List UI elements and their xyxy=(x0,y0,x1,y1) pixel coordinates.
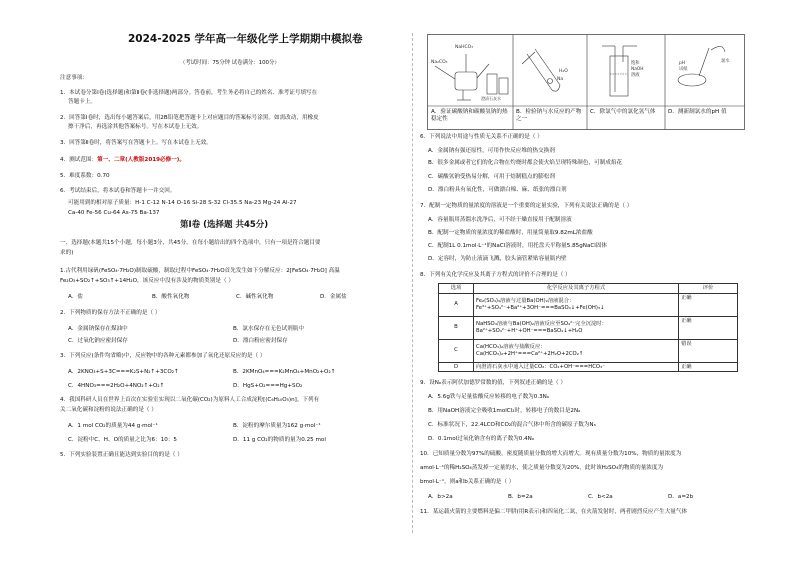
label-h2o: H₂O xyxy=(559,69,568,74)
option[interactable]: C．b<2a xyxy=(588,494,613,500)
q2-options-row2 xyxy=(68,338,288,345)
table-cell: 错误 xyxy=(679,339,738,362)
instructions-2: 求的) xyxy=(60,250,74,256)
q1-options xyxy=(68,294,347,301)
option[interactable]: A．b>2a xyxy=(428,494,453,500)
note-4 xyxy=(60,157,185,164)
q4-options-row1 xyxy=(68,423,321,430)
q6-option[interactable]: C．碳酸氢钠受热易分解，可用于焙制糕点的膨松剂 xyxy=(428,174,555,180)
table-header: 选项 xyxy=(439,284,474,294)
figure-option-b[interactable]: B．检验钠与水反应的产物之一 xyxy=(516,109,582,122)
q2-options-row1 xyxy=(68,326,304,333)
q3-options-row1 xyxy=(68,369,335,376)
table-cell: 正确 xyxy=(679,362,738,372)
option[interactable]: D．漂白粉应密封保存 xyxy=(233,338,288,344)
exam-info: （考试时间：75分钟 试卷满分：100分） xyxy=(180,60,280,66)
q4-stem-2: 关二氧化碳和淀粉的说法正确的是（ ） xyxy=(60,407,157,413)
figure-option-a[interactable]: A．验证碳酸钠和碳酸氢钠的热稳定性 xyxy=(431,109,508,122)
option[interactable]: C．碱性氧化物 xyxy=(236,294,274,300)
table-cell: B xyxy=(439,316,474,339)
note-5: 5．难度系数：0.70 xyxy=(60,173,110,179)
option[interactable]: A．1 mol CO₂的质量为44 g·mol⁻¹ xyxy=(68,423,158,429)
q11-stem: 11．某运载火箭的主要燃料是偏二甲肼(用R表示)和四氧化二氮，在火箭发射时，两者剧烈反应产生大量气体 xyxy=(420,509,688,515)
q7-option[interactable]: A．容量瓶用蒸馏水洗净后，可不经干燥直接用于配制溶液 xyxy=(428,217,572,223)
q5-stem: 5．下列实验装置正确且能达到实验目的的是（ ） xyxy=(60,452,183,458)
table-cell xyxy=(474,316,679,339)
q9-stem: 9．设Nₐ表示阿伏加德罗常数的值，下列叙述正确的是（ ） xyxy=(420,380,566,386)
label-limewater: 澄清石灰水 xyxy=(481,96,501,101)
table-cell: A xyxy=(439,293,474,316)
label-paper: 试纸 xyxy=(679,67,688,72)
q4-options-row2 xyxy=(68,437,326,444)
q8-stem: 8．下列有关化学反应及其离子方程式的评价不合理的是（ ） xyxy=(420,272,571,278)
option[interactable]: D．金属盐 xyxy=(320,294,347,300)
left-column xyxy=(60,0,405,562)
q9-option[interactable]: D．0.1mol过氧化钠含有的离子数为0.4Nₐ xyxy=(428,436,535,442)
q10-options xyxy=(428,494,693,501)
note-1a: 1．本试卷分第Ⅰ卷(选择题)和第Ⅱ卷(非选择题)两部分。答卷前，考生务必将自己的姓名、准考证号填写在 xyxy=(60,90,318,96)
section-heading: 第Ⅰ卷 (选择题 共45分) xyxy=(180,220,269,230)
q6-option[interactable]: A．金属钠有强还原性，可用作快反应堆的热交换剂 xyxy=(428,148,555,154)
option[interactable]: D．11 g CO₂的物质的量为0.25 mol xyxy=(233,437,326,443)
table-row xyxy=(439,339,738,362)
q10-stem-3: bmol·L⁻¹，则a和b关系正确的是（ ） xyxy=(420,479,515,485)
equation-line: Ba²⁺+SO₄²⁻+H⁺+OH⁻===BaSO₄↓+H₂O xyxy=(476,327,583,334)
q7-stem: 7．配制一定物质的量浓度的溶液是一个重要的定量实验，下列有关说法正确的是（ ） xyxy=(420,203,633,209)
q1-stem-2: Fe₂O₃+SO₂↑+SO₃↑+14H₂O，该反应中没有涉及的物质类别是（ ） xyxy=(60,278,234,284)
column-divider xyxy=(412,33,413,533)
label-naoh: NaOH xyxy=(631,67,644,72)
option[interactable]: B．酸性氧化物 xyxy=(152,294,190,300)
note-4-label: 4．测试范围： xyxy=(60,157,98,163)
note-4-scope: 第一、二章(人教版2019必修一)。 xyxy=(97,157,185,163)
equation-line: Fe³⁺+SO₄²⁻+Ba²⁺+3OH⁻===BaSO₄↓+Fe(OH)₃↓ xyxy=(476,304,605,311)
option[interactable]: B．b=2a xyxy=(508,494,533,500)
table-header: 评价 xyxy=(679,284,738,294)
table-cell: 向澄清石灰水中通入过量CO₂：CO₂+OH⁻===HCO₃⁻ xyxy=(474,362,679,372)
option[interactable]: A．盐 xyxy=(68,294,84,300)
table-cell xyxy=(474,339,679,362)
table-cell: 正确 xyxy=(679,316,738,339)
right-column xyxy=(420,0,750,562)
q3-options-row2 xyxy=(68,383,302,390)
q7-option[interactable]: B．配制一定物质的量浓度的稀盐酸时，用量筒量取9.82mL浓盐酸 xyxy=(428,230,593,236)
table-row xyxy=(439,293,738,316)
note-6: 6．考试结束后，将本试卷和答题卡一并交回。 xyxy=(60,188,176,194)
q6-option[interactable]: D．漂白粉具有氧化性，可做漂白棉、麻、纸张的漂白剂 xyxy=(428,187,567,193)
option[interactable]: D．HgS+O₂===Hg+SO₂ xyxy=(233,383,303,389)
table-cell: C xyxy=(439,339,474,362)
label-na: Na xyxy=(557,77,564,82)
equation-line: Fe₂(SO₄)₃溶液与过量Ba(OH)₂溶液混合： xyxy=(476,298,575,304)
q7-option[interactable]: C．配制1L 0.1mol·L⁻¹的NaCl溶液时，用托盘天平称量5.85gNaCl固体 xyxy=(428,243,608,249)
atomic-masses-2: Ca-40 Fe-56 Cu-64 As-75 Ba-137 xyxy=(68,210,160,216)
q6-option[interactable]: B．很多金属或者它们的化合物在灼烧时都会使火焰呈现特殊颜色，可制成焰花 xyxy=(428,160,623,166)
apparatus-figure xyxy=(427,34,745,130)
label-chlorine-water: 氯水 xyxy=(721,59,730,64)
reaction-table xyxy=(438,283,738,372)
note-1b: 答题卡上。 xyxy=(68,99,96,105)
note-3: 3．回答第Ⅱ卷时，将答案写在答题卡上。写在本试卷上无效。 xyxy=(60,140,212,146)
instructions-1: 一、选择题(本题共15个小题，每小题3分，共45分。在每小题给出的四个选项中，只有一项是符合题目要 xyxy=(60,240,321,246)
label-ph: pH xyxy=(679,61,685,66)
equation-line: Ca(HCO₃)₂溶液与盐酸反应： xyxy=(476,344,546,350)
option[interactable]: B．2KMnO₄===K₂MnO₄+MnO₂+O₂↑ xyxy=(233,369,336,375)
option[interactable]: A．金属钠保存在煤油中 xyxy=(68,326,128,332)
q6-stem: 6．下列说法中用途与性质无关系不正确的是（ ） xyxy=(420,134,543,140)
equation-line: NaHSO₄溶液与Ba(OH)₂溶液反应至SO₄²⁻完全沉淀时： xyxy=(476,321,607,327)
figure-option-c[interactable]: C．除氯气中的氯化氢气体 xyxy=(590,109,656,115)
q4-stem-1: 4．我国科研人员在世界上首次在实验室实现以二氧化碳(CO₂)为原料人工合成淀粉[(C₆H₁₀O₅)n]。下列有 xyxy=(60,397,320,403)
q9-option[interactable]: A．5.6g铁与足量盐酸反应转移的电子数为0.3Nₐ xyxy=(428,394,550,400)
note-2a: 2．回答第Ⅰ卷时，选出每小题答案后，用2B铅笔把答题卡上对应题目的答案标号涂黑。如需改动，用橡皮 xyxy=(60,115,319,121)
q2-stem: 2．下列物质的保存方法不正确的是（ ） xyxy=(60,310,161,316)
table-cell xyxy=(474,293,679,316)
figure-option-d[interactable]: D．测新制氯水的pH 值 xyxy=(668,109,727,115)
q10-stem-2: amol·L⁻¹的稀H₂SO₄蒸发掉一定量的水，使之质量分数变为20%，此时该H₂SO₄的物质的量浓度为 xyxy=(420,465,664,471)
option[interactable]: A．2KNO₃+S+3C===K₂S+N₂↑+3CO₂↑ xyxy=(68,369,179,375)
page-title: 2024-2025 学年高一年级化学上学期期中模拟卷 xyxy=(128,33,363,45)
test-tube-icon xyxy=(522,49,560,91)
atomic-masses-1: 可能用到的相对原子质量：H-1 C-12 N-14 O-16 Si-28 S-32 Cl-35.5 Na-23 Mg-24 Al-27 xyxy=(68,200,297,206)
table-cell: D xyxy=(439,362,474,372)
table-row xyxy=(439,316,738,339)
table-cell: 正确 xyxy=(679,293,738,316)
q9-option[interactable]: B．用NaOH溶液完全吸收1molCl₂时，转移电子的数目是2Nₐ xyxy=(428,408,581,414)
option[interactable]: C．4HNO₃===2H₂O+4NO₂↑+O₂↑ xyxy=(68,383,165,389)
table-header: 化学反应及其离子方程式 xyxy=(474,284,679,294)
option[interactable]: B．氯水保存在无色试剂瓶中 xyxy=(233,326,304,332)
table-row xyxy=(439,362,738,372)
option[interactable]: C．淀粉中C、H、O的质量之比为6：10：5 xyxy=(68,437,177,443)
q9-option[interactable]: C．标准状况下，22.4LCO和CO₂的混合气体中所含的碳原子数为Nₐ xyxy=(428,422,596,428)
q7-option[interactable]: D．定容时，为防止液滴飞溅，胶头滴管紧贴容量瓶内壁 xyxy=(428,256,567,262)
table-header-row xyxy=(439,284,738,294)
label-solution: 溶液 xyxy=(631,73,640,78)
label-saturated: 饱和 xyxy=(631,61,640,66)
option[interactable]: B．淀粉的摩尔质量为162 g·mol⁻¹ xyxy=(233,423,321,429)
note-2b: 擦干净后，再选涂其他答案标号。写在本试卷上无效。 xyxy=(68,124,203,130)
label-nahco3: NaHCO₃ xyxy=(455,45,473,50)
q1-stem-1: 1.古代利用绿矾(FeSO₄·7H₂O)制取硫酸，制取过程中FeSO₄·7H₂O首先发生如下分解反应：2[FeSO₄·7H₂O] 高温 xyxy=(60,268,340,274)
q10-stem-1: 10．已知质量分数为97%的硫酸，密度随质量分数的增大而增大。现有质量分数为10%，物质的量浓度为 xyxy=(420,451,682,457)
option[interactable]: D．a=2b xyxy=(668,494,694,500)
option[interactable]: C．过氧化钠应密封保存 xyxy=(68,338,128,344)
q3-stem: 3．下列反应(条件均省略)中，反应物中的各种元素都参加了氧化还原反应的是（ ） xyxy=(60,353,266,359)
notes-heading: 注意事项： xyxy=(60,75,88,81)
label-na2co3: Na₂CO₃ xyxy=(431,60,448,65)
equation-line: Ca(HCO₃)₂+2H⁺===Ca²⁺+2H₂O+2CO₂↑ xyxy=(476,350,584,357)
